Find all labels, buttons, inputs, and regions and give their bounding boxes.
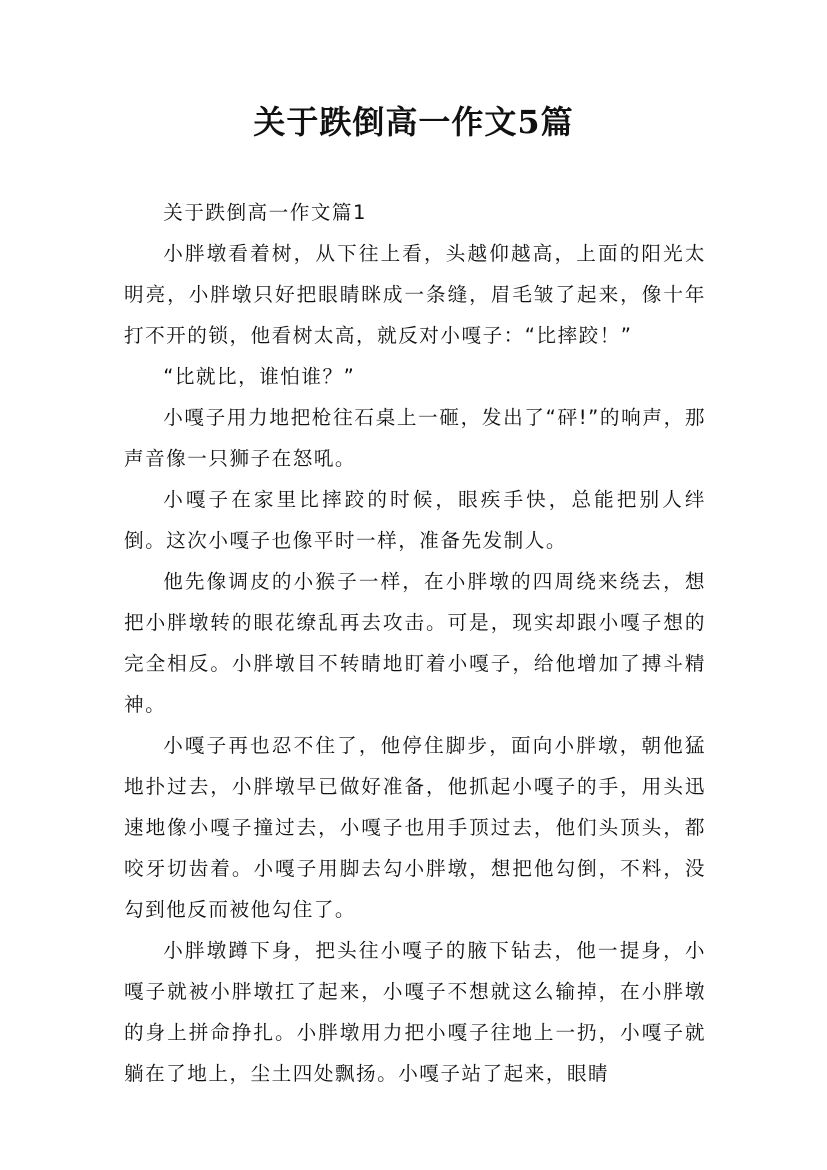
paragraph: 小嘎子再也忍不住了，他停住脚步，面向小胖墩，朝他猛地扑过去，小胖墩早已做好准备，他抓起小嘎子的手，用头迅速地像小嘎子撞过去，小嘎子也用手顶过去，他们头顶头，都咬牙切齿着。小嘎子用脚去勾小胖墩，想把他勾倒，不料，没勾到他反而被他勾住了。 xyxy=(124,734,706,921)
paragraph: 小嘎子用力地把枪往石桌上一砸，发出了“砰!”的响声，那声音像一只狮子在怒吼。 xyxy=(124,406,706,470)
section-heading: 关于跌倒高一作文篇1 xyxy=(163,201,367,224)
paragraph: 他先像调皮的小猴子一样，在小胖墩的四周绕来绕去，想把小胖墩转的眼花缭乱再去攻击。可是，现实却跟小嘎子想的完全相反。小胖墩目不转睛地盯着小嘎子，给他增加了搏斗精神。 xyxy=(124,570,706,716)
paragraph: 小胖墩看着树，从下往上看，头越仰越高，上面的阳光太明亮，小胖墩只好把眼睛眯成一条缝，眉毛皱了起来，像十年打不开的锁，他看树太高，就反对小嘎子：“比摔跤！” xyxy=(124,242,706,347)
document-body xyxy=(124,192,706,1094)
paragraph: 小胖墩蹲下身，把头往小嘎子的腋下钻去，他一提身，小嘎子就被小胖墩扛了起来，小嘎子不想就这么输掉，在小胖墩的身上拼命挣扎。小胖墩用力把小嘎子往地上一扔，小嘎子就躺在了地上，尘土四处飘扬。小嘎子站了起来，眼睛 xyxy=(124,939,706,1085)
document-title: 关于跌倒高一作文5篇 xyxy=(253,103,574,141)
paragraph: “比就比，谁怕谁？” xyxy=(163,365,356,388)
paragraph: 小嘎子在家里比摔跤的时候，眼疾手快，总能把别人绊倒。这次小嘎子也像平时一样，准备先发制人。 xyxy=(124,488,706,552)
